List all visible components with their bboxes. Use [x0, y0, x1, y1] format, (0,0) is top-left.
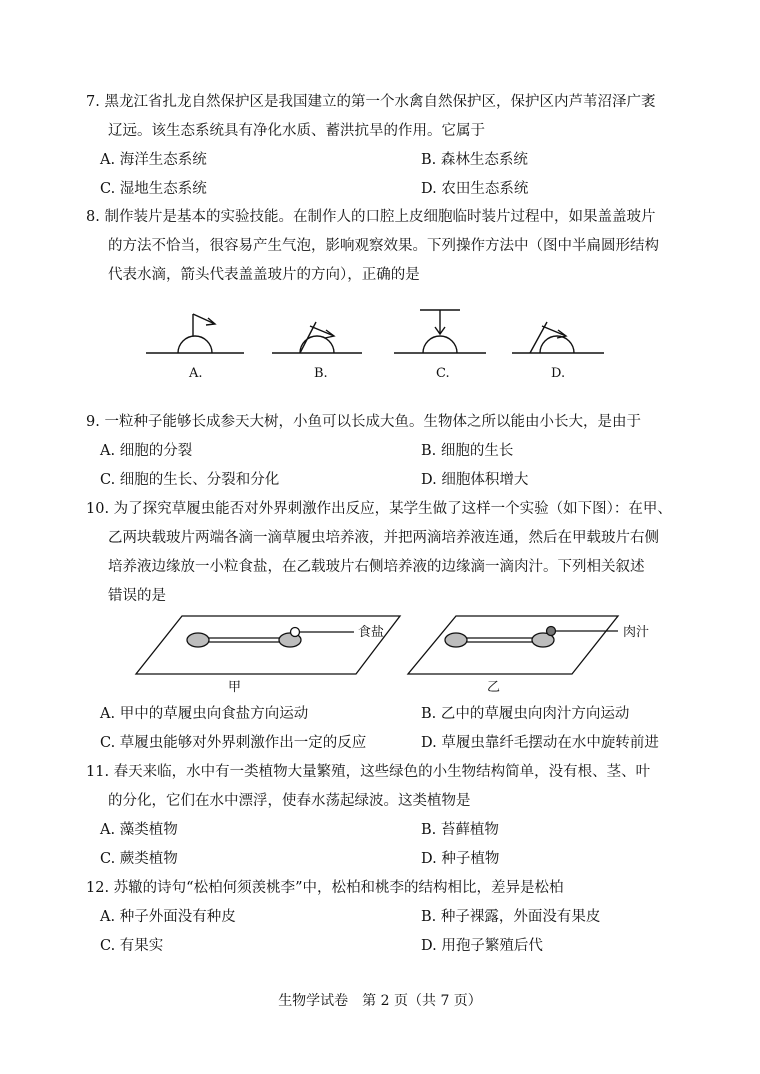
q8-figure-label-b: B.	[314, 366, 328, 381]
q10-stem-line1: 10. 为了探究草履虫能否对外界刺激作出反应，某学生做了这样一个实验（如下图）：在甲、	[86, 501, 672, 517]
q10-paramecium-figure	[130, 612, 670, 678]
q7-stem-line1: 7. 黑龙江省扎龙自然保护区是我国建立的第一个水禽自然保护区，保护区内芦苇沼泽广袤	[86, 94, 656, 110]
q12-option-a: A. 种子外面没有种皮	[100, 909, 236, 925]
q11-option-d: D. 种子植物	[421, 851, 500, 867]
q10-callout-salt: 食盐	[358, 625, 385, 640]
q10-option-d: D. 草履虫靠纤毛摆动在水中旋转前进	[421, 735, 659, 751]
q9-option-c: C. 细胞的生长、分裂和分化	[100, 472, 280, 488]
q11-stem-line1: 11. 春天来临，水中有一类植物大量繁殖，这些绿色的小生物结构简单，没有根、茎、叶	[86, 764, 651, 780]
q10-callout-meat-juice: 肉汁	[623, 625, 650, 640]
q9-stem-line1: 9. 一粒种子能够长成参天大树，小鱼可以长成大鱼。生物体之所以能由小长大，是由于	[86, 414, 641, 430]
q10-option-b: B. 乙中的草履虫向肉汁方向运动	[421, 706, 630, 722]
q7-stem-line2: 辽远。该生态系统具有净化水质、蓄洪抗旱的作用。它属于	[108, 123, 485, 139]
q8-figure-b	[272, 322, 362, 353]
q7-option-b: B. 森林生态系统	[421, 152, 528, 168]
q8-stem-line1: 8. 制作装片是基本的实验技能。在制作人的口腔上皮细胞临时装片过程中，如果盖盖玻片	[86, 209, 656, 225]
q8-stem-line2: 的方法不恰当，很容易产生气泡，影响观察效果。下列操作方法中（图中半扁圆形结构	[108, 238, 659, 254]
q11-option-a: A. 藻类植物	[100, 822, 178, 838]
q11-stem-line2: 的分化，它们在水中漂浮，使春水荡起绿波。这类植物是	[108, 793, 471, 809]
q8-figure-c	[394, 310, 486, 353]
q10-stem-line3: 培养液边缘放一小粒食盐，在乙载玻片右侧培养液的边缘滴一滴肉汁。下列相关叙述	[108, 559, 645, 575]
q9-option-b: B. 细胞的生长	[421, 443, 514, 459]
q12-option-c: C. 有果实	[100, 938, 164, 954]
q8-figure-a	[146, 314, 244, 353]
q10-figure-label-left: 甲	[228, 680, 242, 695]
q12-option-d: D. 用孢子繁殖后代	[421, 938, 543, 954]
q8-figure-label-c: C.	[436, 366, 450, 381]
slide-right	[408, 616, 618, 674]
q10-stem-line2: 乙两块载玻片两端各滴一滴草履虫培养液，并把两滴培养液连通，然后在甲载玻片右侧	[108, 530, 659, 546]
q7-option-a: A. 海洋生态系统	[100, 152, 207, 168]
q12-stem-line1: 12. 苏辙的诗句“松柏何须羡桃李”中，松柏和桃李的结构相比，差异是松柏	[86, 880, 564, 896]
q7-option-c: C. 湿地生态系统	[100, 181, 207, 197]
q11-option-c: C. 蕨类植物	[100, 851, 178, 867]
q7-option-d: D. 农田生态系统	[421, 181, 529, 197]
q10-option-a: A. 甲中的草履虫向食盐方向运动	[100, 706, 309, 722]
q8-figure-d	[512, 322, 604, 353]
q12-option-b: B. 种子裸露，外面没有果皮	[421, 909, 601, 925]
q9-option-a: A. 细胞的分裂	[100, 443, 193, 459]
q10-stem-line4: 错误的是	[108, 588, 166, 604]
q8-coverslip-figures	[140, 300, 640, 362]
q8-stem-line3: 代表水滴，箭头代表盖盖玻片的方向），正确的是	[108, 267, 420, 283]
page-footer: 生物学试卷 第 2 页（共 7 页）	[278, 993, 482, 1009]
q8-figure-label-d: D.	[551, 366, 566, 381]
q8-figure-label-a: A.	[189, 366, 203, 381]
q9-option-d: D. 细胞体积增大	[421, 472, 529, 488]
q10-figure-label-right: 乙	[487, 680, 501, 695]
q10-option-c: C. 草履虫能够对外界刺激作出一定的反应	[100, 735, 367, 751]
q11-option-b: B. 苔藓植物	[421, 822, 499, 838]
